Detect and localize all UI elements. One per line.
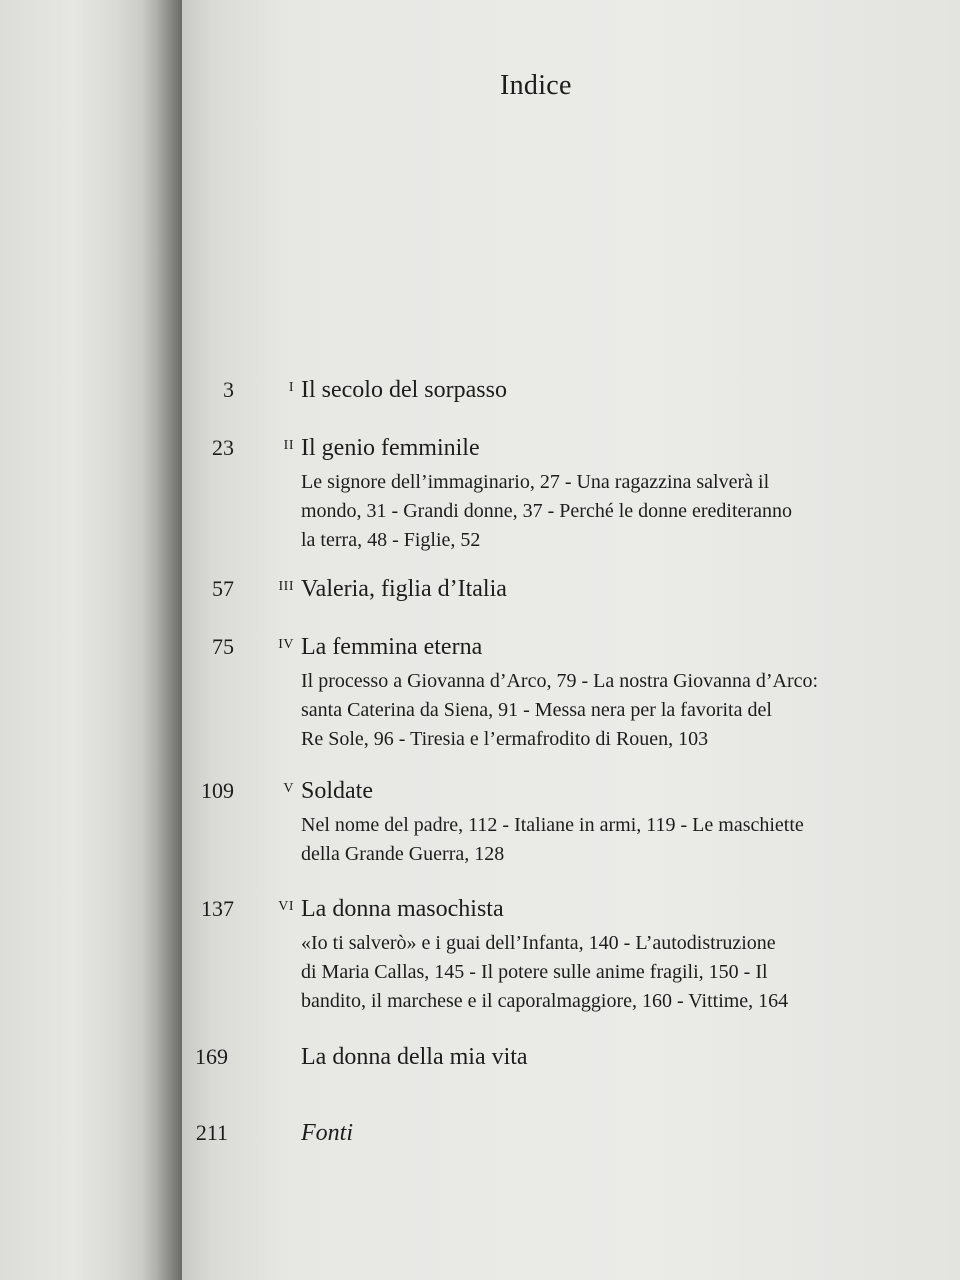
subsection-line: bandito, il marchese e il caporalmaggiore, 160 - Vittime, 164 [301, 990, 789, 1012]
chapter-title: Valeria, figlia d’Italia [301, 576, 507, 602]
chapter-title: Soldate [301, 778, 373, 804]
subsection-line: mondo, 31 - Grandi donne, 37 - Perché le donne erediteranno [301, 500, 792, 522]
chapter-title: Il secolo del sorpasso [301, 377, 507, 403]
page-title: Indice [500, 70, 572, 101]
toc-page-number: 137 [201, 896, 234, 921]
subsection-line: Il processo a Giovanna d’Arco, 79 - La nostra Giovanna d’Arco: [301, 670, 819, 692]
toc-page-number: 23 [212, 435, 234, 460]
chapter-title: La donna masochista [301, 896, 504, 922]
chapter-title: La donna della mia vita [301, 1044, 528, 1070]
toc-page-number: 75 [212, 634, 234, 659]
toc-page-number: 169 [195, 1044, 228, 1069]
subsection-line: Le signore dell’immaginario, 27 - Una ragazzina salverà il [301, 471, 770, 493]
chapter-subsections [301, 811, 921, 869]
subsection-line: «Io ti salverò» e i guai dell’Infanta, 140 - L’autodistruzione [301, 932, 776, 954]
page-gutter-shadow [118, 0, 182, 1280]
chapter-subsections [301, 667, 921, 754]
subsection-line: la terra, 48 - Figlie, 52 [301, 529, 481, 551]
chapter-numeral: III [278, 579, 294, 594]
toc-page-number: 211 [195, 1120, 228, 1145]
chapter-numeral: VI [278, 899, 294, 914]
subsection-line: Nel nome del padre, 112 - Italiane in armi, 119 - Le maschiette [301, 814, 804, 836]
toc-page-number: 57 [212, 576, 234, 601]
toc-page-number: 3 [223, 377, 234, 402]
subsection-line: di Maria Callas, 145 - Il potere sulle anime fragili, 150 - Il [301, 961, 768, 983]
subsection-line: Re Sole, 96 - Tiresia e l’ermafrodito di Rouen, 103 [301, 728, 709, 750]
chapter-numeral: IV [278, 637, 294, 652]
chapter-numeral: V [283, 781, 294, 796]
chapter-title: La femmina eterna [301, 634, 483, 660]
chapter-numeral: II [283, 438, 294, 453]
toc-page-number: 109 [201, 778, 234, 803]
book-page [182, 0, 960, 1280]
subsection-line: santa Caterina da Siena, 91 - Messa nera per la favorita del [301, 699, 772, 721]
chapter-subsections [301, 929, 921, 1016]
chapter-subsections [301, 468, 921, 555]
chapter-numeral: I [288, 380, 294, 395]
chapter-title: Il genio femminile [301, 435, 480, 461]
chapter-title: Fonti [301, 1120, 353, 1146]
subsection-line: della Grande Guerra, 128 [301, 843, 505, 865]
